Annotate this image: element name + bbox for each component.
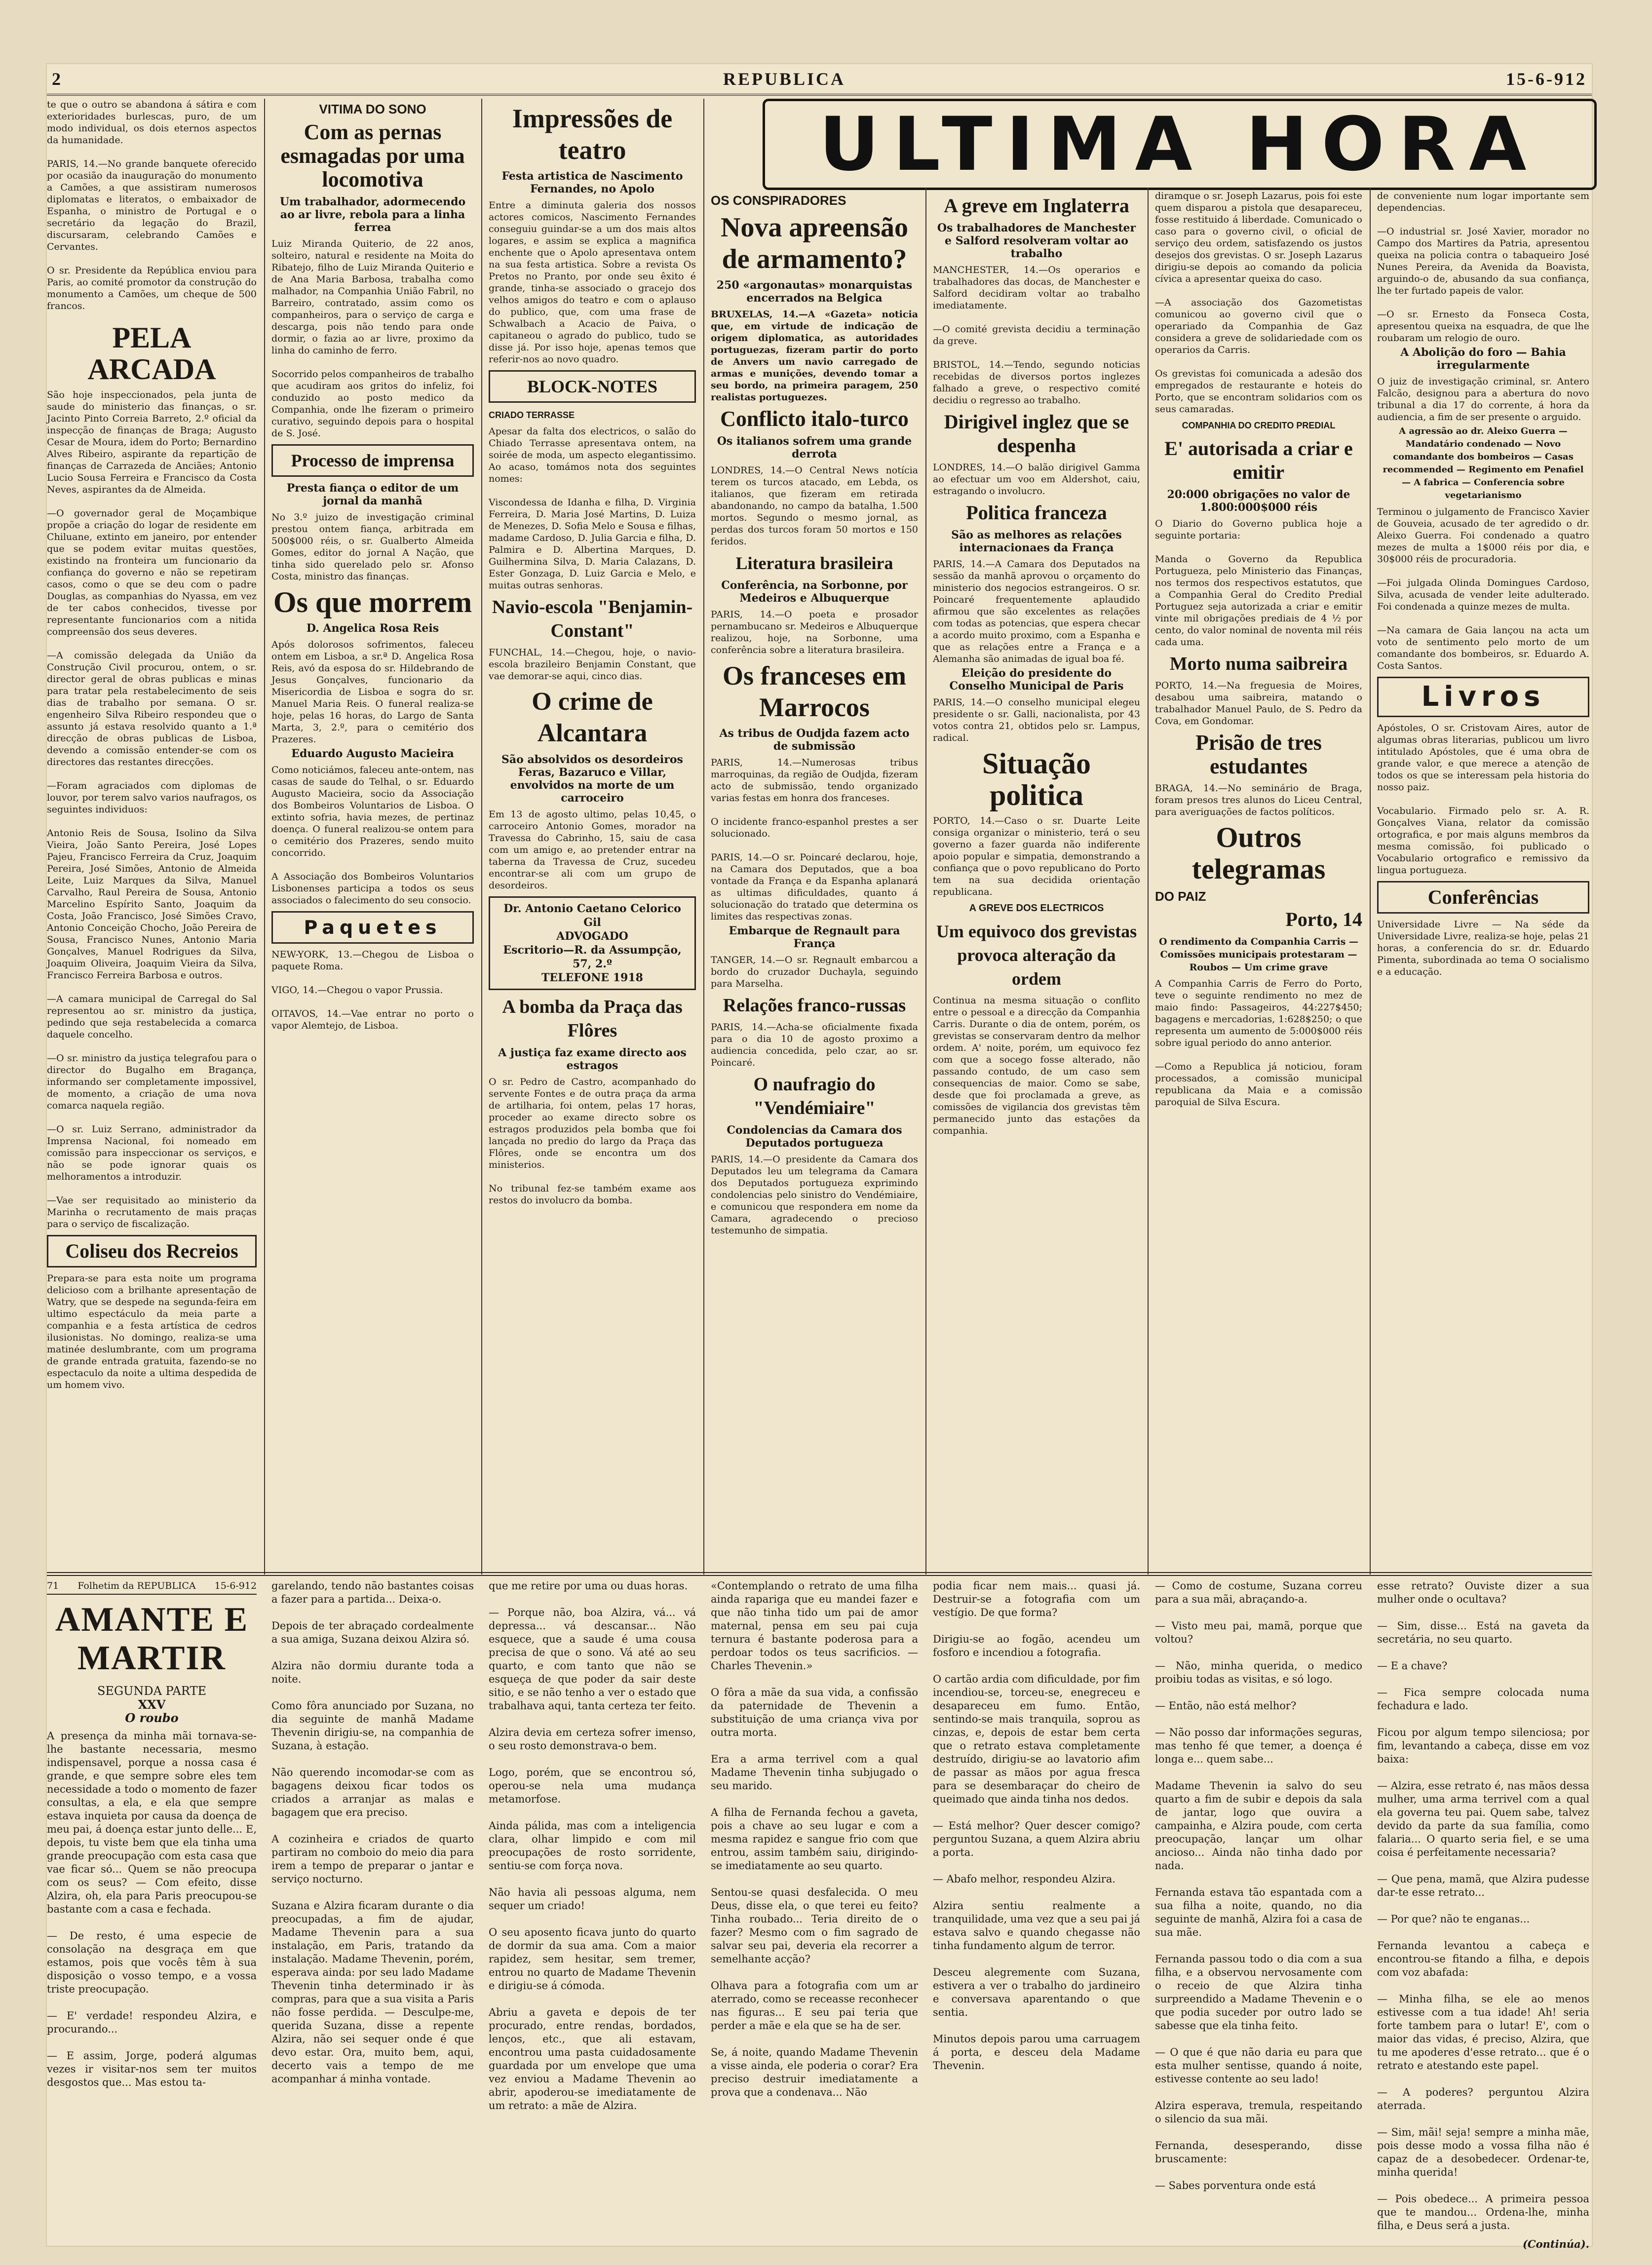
headline: Navio-escola "Benjamin-Constant" [492, 597, 693, 641]
subheadline: Eleição do presidente do Conselho Municipal de Paris [949, 667, 1124, 692]
headline: Livros [1377, 677, 1589, 717]
headline: A greve em Inglaterra [944, 194, 1129, 217]
folhetim-column-7 [1377, 1579, 1589, 2250]
article-text: O sr. Pedro de Castro, acompanhado do servente Fontes e de outra praça da arma de artilharia, foi ontem, pelas 17 horas, proceder ao exame directo sobre os estragos produzidos pela bomba que foi lançada no predio do largo da Praça das Flôres, onde se encontra um dos ministerios. No tribunal fez-se também exame aos restos do involucro da bomba. [489, 1076, 696, 1206]
ad-phone: TELEFONE 1918 [541, 971, 643, 984]
column-rule [1148, 188, 1149, 1574]
column-4 [711, 190, 922, 1570]
article-text: Prepara-se para esta noite um programa delicioso com a brilhante apresentação de Watry, que se despede na segunda-feira em ultimo espectáculo da meia parte a companhia e a festa artística de cedros ilusionistas. No domingo, realiza-se uma matinée deslumbrante, com um programa de grande entrada gratuita, fazendo-se no espectaculo da noite a ultima despedida de um homem vivo. [47, 1273, 260, 1390]
article-text: Universidade Livre — Na séde da Universidade Livre, realiza-se hoje, pelas 21 horas, a conferencia do sr. dr. Eduardo Pimenta, subordinada ao tema O socialismo e a educação. [1377, 919, 1593, 977]
headline: Situação politica [982, 747, 1091, 811]
column-5 [933, 190, 1144, 1570]
column-6 [1155, 190, 1366, 1570]
article-text: te que o outro se abandona á sátira e com exterioridades burlescas, puro, de um modo individual, os dois eternos aspectos da humanidade. PARIS, 14.—No grande banquete oferecido por ocasião da inauguração do monumento a Camões, a que assistiram numerosos diplomatas e literatos, o embaixador de Espanha, o ministro de Portugal e o secretário da legação do Brazil, discursaram, celebrando Camões e Cervantes. O sr. Presidente da República enviou para Paris, ao comité promotor da construção do monumento a Camões, um cheque de 500 francos. [47, 99, 257, 311]
article-text: A Companhia Carris de Ferro do Porto, teve o seguinte rendimento no mez de maio findo: Passageiros, 44:227$450; bagagens e mercadorias, 1:628$250; o que representa um aumento de 5:000$000 réis sobre igual periodo do anno anterior. —Como a Republica já noticiou, foram processados, a comissão municipal republicana da Maia e a comissão paroquial de Silva Escura. [1155, 978, 1362, 1108]
article-text: de conveniente num logar importante sem dependencias. —O industrial sr. José Xavier, morador no Campo dos Martires da Patria, apresentou queixa na policia contra o tabaqueiro José Nunes Pereira, da Avenida da Boavista, arguindo-o de, abusando da sua confiança, lhe ter furtado papeis de valor. —O sr. Ernesto da Fonseca Costa, apresentou queixa na esquadra, de que lhe roubaram um relogio de ouro. [1377, 191, 1589, 344]
subheadline: Condolencias da Camara dos Deputados portugueza [727, 1124, 902, 1150]
article-text: Apóstoles, O sr. Cristovam Aires, autor de algumas obras literarias, publicou um livro intitulado Apóstoles, que é uma obra de grande valor, e que merece a atenção de todos os que se interessam pela historia do nosso paiz. Vocabulario. Firmado pelo sr. A. R. Gonçalves Viana, relator da comissão ortografica, e por mais alguns membros da mesma comissão, foi publicado o Vocabulario ortografico e remissivo da lingua portugueza. [1377, 723, 1589, 876]
headline: BLOCK-NOTES [489, 370, 696, 403]
article-text: PARIS, 14.—A Camara dos Deputados na sessão da manhã aprovou o orçamento do ministerio dos negocios estrangeiros. O sr. Poincaré frequentemente aplaudido afirmou que são excelentes as relações com todas as potencias, que espera checar a acordo muito proximo, com a Espanha e que as relações entre a França e a Alemanha são animadas de igual boa fé. [933, 559, 1144, 664]
section-label: A GREVE DOS ELECTRICOS [969, 903, 1104, 914]
ultima-hora-banner: ULTIMA HORA [763, 99, 1597, 190]
article-text: BRUXELAS, 14.—A «Gazeta» noticia que, em virtude de indicação de origem diplomatica, as autoridades portuguezas, fizeram partir do porto de Anvers um navio carregado de armas e munições, devendo tomar a seu bordo, na primeira paragem, 250 realistas portuguezes. [711, 309, 922, 403]
article-text: Apesar da falta dos electricos, o salão do Chiado Terrasse apresentava ontem, na soirée de moda, um aspecto elegantissimo. Ao acaso, tomámos nota dos seguintes nomes: Viscondessa de Idanha e filha, D. Virginia Ferreira, D. Maria José Martins, D. Luiza de Menezes, D. Sofia Melo e Sousa e filhas, madame Cardoso, D. Julia Garcia e filha, D. Palmira e D. Albertina Marques, D. Guilhermina Silva, D. Maria Calazans, D. Ester Gonzaga, D. Luiz Garcia e Melo, e muitas outras senhoras. [489, 426, 696, 591]
serial-text: A presença da minha mãi tornava-se-lhe bastante necessaria, mesmo indispensavel, porque a nossa casa é grande, e que sempre sobre eles tem necessidade a todo o momento de fazer consultas, a ela, e ela que sempre estava inquieta por causa da doença de meu pai, á doença estar junto delle... E, depois, tu viste bem que ela tinha uma grande preocupação com esta casa que vae ficar só... Quem se não preocupa com os seus? — Com efeito, disse Alzira, oh, ela para Paris preocupou-se bastante com a casa e fechada. — De resto, é uma especie de consolação na desgraça em que estamos, pois que vocês têm à sua disposição o vosso tempo, e a vossa triste preocupação. — E' verdade! respondeu Alzira, e procurando... — E assim, Jorge, poderá algumas vezes ir visitar-nos sem ter muitos desgostos que... Mas estou ta- [47, 1730, 257, 2088]
obituary-name: Eduardo Augusto Macieira [291, 747, 454, 760]
article-text: PARIS, 14.—Acha-se oficialmente fixada para o dia 10 de agosto proximo a audiencia concedida, pelo czar, ao sr. Poincaré. [711, 1022, 922, 1068]
column-3 [489, 99, 699, 1570]
headline: E' autorisada a criar e emitir [1164, 437, 1353, 483]
folhetim-column-4: «Contemplando o retrato de uma filha ainda rapariga que eu mandei fazer e que não tinha tido um pai de amor maternal, pensa em seu pai cuja ternura é bastante poderosa para a perdoar todos os teus sacrificios. — Charles Thevenin.» O fôra a mãe da sua vida, a confissão da paternidade de Thevenin a substituição de uma criança viva por outra morta. Era a arma terrivel com a qual Madame Thevenin tinha subjugado o seu marido. A filha de Fernanda fechou a gaveta, pois a chave ao seu lugar e com a mesma rapidez e sangue frio com que entrou, assim também saiu, dirigindo-se imediatamente ao seu quarto. Sentou-se quasi desfalecida. O meu Deus, disse ela, o que terei eu feito? Tinha roubado... Teria direito de o fazer? Mesmo com o fim sagrado de salvar seu pai, deveria ela recorrer a semelhante acção? Olhava para a fotografia com um ar aterrado, como se receasse reconhecer nas figuras... E seu pai teria que perder a mãe e ela que se ha de ser. Se, á noite, quando Madame Thevenin a visse ainda, ele poderia o corar? Era preciso destruir imediatamente a prova que a condenava... Não [711, 1580, 918, 2098]
headline: Literatura brasileira [735, 553, 893, 573]
subheadline: A Abolição do foro — Bahia irregularmente [1400, 346, 1566, 372]
subheadline: O rendimento da Companhia Carris — Comissões municipais protestaram — Roubos — Um crime grave [1158, 936, 1359, 973]
article-text: Luiz Miranda Quiterio, de 22 anos, solteiro, natural e residente na Moita do Ribatejo, filho de Luiz Miranda Quiterio e de Ana Maria Barbosa, trabalha como malhador, na Companhia União Fabril, no Barreiro, contratado, assim como os companheiros, para o serviço de carga e descarga, pois não tendo para onde dormir, o fazia ao ar livre, proximo da linha do caminho de ferro. Socorrido pelos companheiros de trabalho que acudiram aos gritos do infeliz, foi conduzido ao posto medico da Companhia, onde lhe fizeram o primeiro curativo, seguindo depois para o hospital de S. José. [271, 238, 474, 439]
newspaper-title: REPUBLICA [723, 69, 846, 89]
advertisement [489, 896, 696, 990]
ad-name: Dr. Antonio Caetano Celorico Gil [503, 902, 681, 929]
section-label: COMPANHIA DO CREDITO PREDIAL [1182, 421, 1336, 430]
article-text: MANCHESTER, 14.—Os operarios e trabalhadores das docas, de Manchester e Salford decidiram voltar ao trabalho imediatamente. —O comité grevista decidiu a terminação da greve. BRISTOL, 14.—Tendo, segundo noticias recebidas de diversos portos inglezes falhado a greve, o respectivo comité decidiu o regresso ao trabalho. [933, 265, 1140, 406]
folhetim-label: Folhetim da REPUBLICA [77, 1580, 196, 1591]
headline: Porto, 14 [1285, 908, 1362, 930]
folhetim-column-1 [47, 1579, 257, 2241]
serial-subtitle: O roubo [125, 1711, 179, 1725]
section-label: DO PAIZ [1155, 889, 1206, 904]
article-text: TANGER, 14.—O sr. Regnault embarcou a bordo do cruzador Duchayla, seguindo para Marselha. [711, 955, 922, 989]
subheadline: Presta fiança o editor de um jornal da manhã [286, 482, 459, 507]
headline: Um equivoco dos grevistas provoca alteração da ordem [936, 921, 1137, 989]
article-text: O Diario do Governo publica hoje a seguinte portaria: Manda o Governo da Republica Portugueza, pelo Ministerio das Finanças, nos termos dos respectivos estatutos, que a Companhia Geral do Credito Predial Portuguez seja autorizada a criar e emitir vinte mil obrigações prediais de 4 ½ por cento, do valor nominal de noventa mil réis cada uma. [1155, 518, 1362, 648]
headline: Os que morrem [273, 586, 472, 618]
folhetim-date: 15-6-912 [214, 1580, 257, 1591]
continues-label: (Continúa). [1523, 2238, 1589, 2250]
headline: Morto numa saibreira [1169, 653, 1348, 674]
article-text: PARIS, 14.—O presidente da Camara dos Deputados leu um telegrama da Camara dos Deputados portugueza exprimindo condolencias pelo sinistro do Vendémiaire, e comunicou que respondera em nome da Camara, agradecendo o precioso testemunho de simpatia. [711, 1154, 922, 1236]
page-number: 2 [52, 69, 63, 89]
folhetim-number: 71 [47, 1580, 59, 1591]
headline: O naufragio do "Vendémiaire" [753, 1074, 876, 1118]
headline: Outros telegramas [1191, 821, 1326, 885]
column-7 [1377, 190, 1593, 1570]
page-header [47, 64, 1592, 96]
headline: Conferências [1377, 881, 1589, 914]
article-text: Entre a diminuta galeria dos nossos actores comicos, Nascimento Fernandes conseguiu guindar-se a um dos mais altos logares, e assim se explica a magnifica enchente que o Apolo apresentava ontem na sua festa artistica. Sobre a revista Os Pretos no Pranto, por onde seu êxito é grande, tinha-se associado o gracejo dos velhos amigos do teatro e com o aplauso do publico, que, com uma frase de Schwalbach a Acacio de Paiva, o capitaneou o agrado do publico, tudo se disse já. Por isso hoje, apenas temos que referir-nos ao novo quadro. [489, 200, 699, 365]
folhetim-divider [47, 1572, 1592, 1576]
obituary-name: D. Angelica Rosa Reis [306, 622, 439, 635]
subheadline: Festa artistica de Nascimento Fernandes, no Apolo [501, 170, 683, 195]
article-text: LONDRES, 14.—O Central News notícia terem os turcos atacado, em Lebda, os italianos, que fizeram em retirada abandonando, no campo da batalha, 1.500 mortos. Segundo o mesmo jornal, as perdas dos turcos foram 50 mortos e 150 feridos. [711, 465, 922, 547]
headline: Processo de imprensa [271, 444, 474, 477]
section-label: OS CONSPIRADORES [711, 193, 846, 208]
column-rule [925, 188, 926, 1574]
subheadline: A justiça faz exame directo aos estragos [498, 1046, 687, 1072]
headline: Conflicto italo-turco [720, 407, 909, 431]
article-text: São hoje inspeccionados, pela junta de saude do ministerio das finanças, o sr. Jacinto Pinto Correia Barreto, 2.º oficial da inspecção de finanças de Braga; Augusto Cesar de Moura, idem do Porto; Bernardino Alves Ribeiro, aspirante da repartição de finanças de Carrazeda de Anciães; Antonio Lucio Sousa Ferreira e Francisco da Costa Neves, aspirantes da de Almeida. —O governador geral de Moçambique propõe a criação do logar de residente em Chiluane, extinto em janeiro, por entender que se podem evitar muitas questões, existindo na fronteira um funcionario da confiança do governo e não se repetiram casos, como o que se deu com o padre Douglas, as companhias do Nyassa, em vez de ter cabos conhecidos, tivesse por representante funcionarios com a nitida compreensão dos seus deveres. —A comissão delegada da União da Construção Civil procurou, ontem, o sr. director geral de obras publicas e minas para tratar pela restabelecimento de seis dias de trabalho por semana. O sr. engenheiro Silva Ribeiro respondeu que o assunto já estava resolvido quanto a 1.ª direcção de obras publicas de Lisboa, devendo a comissão entender-se com os directores das restantes direcções. —Foram agraciados com diplomas de louvor, por terem salvo varios naufragos, os seguintes individuos: Antonio Reis de Sousa, Isolino da Silva Vieira, João Santo Pereira, José Lopes Pajeu, Francisco Ferreira da Cruz, Joaquim Pereira, José Simões, Antonio de Almeida Leite, Luiz Marques da Silva, Manuel Carvalho, Raul Pereira de Sousa, Antonio Marcelino Espírito Santo, Joaquim da Costa, João Francisco, José Simões Cravo, Antonio Conceição Chocho, João Pereira de Sousa, Francisco Nunes, Antonio Maria Gonçalves, Manuel Rodrigues da Silva, Joaquim Oliveira, Joaquim Vieira da Silva, Francisco Ferreira Barbosa e outros. —A camara municipal de Carregal do Sal representou ao sr. ministro da justiça, pedindo que seja restabelecida a comarca daquele concelho. —O sr. ministro da justiça telegrafou para o director do Bugalho em Bragança, informando ser completamente impossivel, de momento, a criação de uma nova comarca naquela região. —O sr. Luiz Serrano, administrador da Imprensa Nacional, foi nomeado em comissão para inspeccionar os serviços, e não se pode ignorar quais os melhoramentos a introduzir. —Vae ser requisitado ao ministerio da Marinha o recrutamento de mais praças para o serviço de fiscalização. [47, 389, 257, 1229]
ad-role: ADVOGADO [556, 930, 628, 943]
column-rule [481, 99, 482, 1574]
ad-address: Escritorio—R. da Assumpção, 57, 2.º [503, 944, 682, 970]
headline: Politica franceza [966, 501, 1107, 524]
article-text: PARIS, 14.—O conselho municipal elegeu presidente o sr. Galli, nacionalista, por 43 votos contra 21, obtidos pelo sr. Lampus, radical. [933, 697, 1144, 743]
column-1 [47, 99, 260, 1570]
subheadline: 20:000 obrigações no valor de 1.800:000$000 réis [1167, 488, 1350, 514]
subheadline: A agressão ao dr. Aleixo Guerra — Mandatário condenado — Novo comandante dos bombeiros — Casas recommended — Regimento em Penafiel — A fabrica — Conferencia sobre vegetarianismo [1383, 426, 1584, 500]
subheadline: São as melhores as relações internacionaes da França [951, 529, 1122, 554]
subheadline: Um trabalhador, adormecendo ao ar livre, rebola para a linha ferrea [279, 195, 466, 234]
headline: Nova apreensão de armamento? [720, 212, 909, 274]
article-text: BRAGA, 14.—No seminário de Braga, foram presos tres alunos do Liceu Central, para averiguações de factos políticos. [1155, 783, 1366, 817]
article-text: diramque o sr. Joseph Lazarus, pois foi este quem disparou a pistola que desapareceu, fosse restituido á liberdade. Comunicado o caso para o governo civil, o oficial de serviço deu ordem, satisfazendo os justos desejos dos grevistas. O sr. Joseph Lazarus dirigiu-se depois ao comando da policia cívica a apresentar queixa do caso. —A associação dos Gazometistas comunicou ao governo civil que o operariado da Companhia de Gaz considera a greve de solidariedade com os operarios da Carris. Os grevistas foi comunicada a adesão dos empregados de restaurante e hoteis do Porto, que se encontram solidarios com os seus camaradas. [1155, 191, 1362, 415]
column-rule [703, 99, 704, 1574]
headline: Dirigivel inglez que se despenha [944, 411, 1129, 457]
kicker: VITIMA DO SONO [319, 102, 426, 116]
subheadline: Embarque de Regnault para França [729, 924, 900, 950]
article-text: PORTO, 14.—Caso o sr. Duarte Leite consiga organizar o ministerio, terá o seu governo a fazer guarda não indiferente apoio popular e simpatia, demonstrando a confiança que o povo republicano do Porto tem na sua decidida orientação republicana. [933, 815, 1144, 897]
article-text: PARIS, 14.—Numerosas tribus marroquinas, da região de Oudjda, fizeram acto de submissão, tendo organizado varias festas em honra dos franceses. O incidente franco-espanhol prestes a ser solucionado. PARIS, 14.—O sr. Poincaré declarou, hoje, na Camara dos Deputados, que a boa vontade da França e da Espanha aplanará as ultimas dificuldades, quanto á solucionação do tratado que determina os limites das respectivas zonas. [711, 757, 918, 922]
headline: Com as pernas esmagadas por uma locomotiva [280, 120, 465, 192]
article-text: LONDRES, 14.—O balão dirigivel Gamma ao efectuar um voo em Aldershot, caiu, estragando o involucro. [933, 462, 1144, 497]
article-text: FUNCHAL, 14.—Chegou, hoje, o navio-escola brazileiro Benjamin Constant, que vae demorar-se aqui, cinco dias. [489, 647, 699, 682]
article-text: O juiz de investigação criminal, sr. Antero Falcão, designou para a abertura do novo tribunal a dia 17 do corrente, á hora da audiencia, a fim de ser presente o arguido. [1377, 376, 1593, 422]
column-rule [264, 99, 265, 1574]
section-label: CRIADO TERRASSE [489, 410, 575, 420]
section-title-pela-arcada: PELA ARCADA [87, 321, 216, 385]
section-title-coliseu: Coliseu dos Recreios [47, 1235, 257, 1267]
page-date: 15-6-912 [1506, 69, 1587, 89]
headline: Os franceses em Marrocos [723, 661, 906, 722]
article-text: NEW-YORK, 13.—Chegou de Lisboa o paquete Roma. VIGO, 14.—Chegou o vapor Prussia. OITAVOS, 14.—Vae entrar no porto o vapor Alemtejo, de Lisboa. [271, 949, 474, 1031]
folhetim-column-6: — Como de costume, Suzana correu para a sua mãi, abraçando-a. — Visto meu pai, mamã, porque que voltou? — Não, minha querida, o medico proibiu todas as visitas, e só logo. — Então, não está melhor? — Não posso dar informações seguras, mas tenho fé que temer, a doença é longa e... quem sabe... Madame Thevenin ia salvo do seu quarto a fim de subir e depois da sala de jantar, logo que ouvira a campainha, e Alzira poude, com certa preocupação, lançar um olhar ancioso... Ainda não tinha dado por nada. Fernanda estava tão espantada com a sua filha a noite, quando, no dia seguinte de manhã, Alzira foi a casa de sua mãe. Fernanda passou todo o dia com a sua filha, e a observou nervosamente com o receio de que Alzira tinha surpreendido a Madame Thevenin e o que podia suceder por outro lado se sabesse que ela tinha feito. — O que é que não daria eu para que esta mulher sentisse, quando á noite, estivesse contente ao seu lado! Alzira esperava, tremula, respeitando o silencio da sua mãi. Fernanda, desesperando, disse bruscamente: — Sabes porventura onde está [1155, 1580, 1362, 2191]
headline: A bomba da Praça das Flôres [502, 997, 683, 1041]
serial-title: AMANTE E MARTIR [55, 1601, 249, 1677]
serial-text: esse retrato? Ouviste dizer a sua mulher onde o ocultava? — Sim, disse... Está na gaveta da secretária, no seu quarto. — E a chave? — Fica sempre colocada numa fechadura e lado. Ficou por algum tempo silenciosa; por fim, levantando a cabeça, disse em voz baixa: — Alzira, esse retrato é, nas mãos dessa mulher, uma arma terrivel com a qual ela governa teu pai. Quem sabe, talvez devido da parte da sua família, como falaria... O quarto seria fiel, e se uma coisa é perfeitamente necessaria? — Que pena, mamã, que Alzira pudesse dar-te esse retrato... — Por que? não te enganas... Fernanda levantou a cabeça e encontrou-se fitando a filha, e depois com voz abafada: — Minha filha, se ele ao menos estivesse com a tua idade! Ah! seria forte tambem para o lutar! E', com o maior das vidas, é preciso, Alzira, que tu me apoderes d'esse retrato... que é o retrato e atestando este papel. — A poderes? perguntou Alzira aterrada. — Sim, mãi! seja! sempre a minha mãe, pois desse modo a vossa filha não é capaz de a desobedecer. Ordenar-te, minha querida! — Pois obedece... A primeira pessoa que te mandou... Ordena-lhe, minha filha, e Deus será a justa. [1377, 1580, 1589, 2231]
headline: Relações franco-russas [723, 995, 906, 1016]
article-text: Após dolorosos sofrimentos, faleceu ontem em Lisboa, a sr.ª D. Angelica Rosa Reis, avó da esposa do sr. Hildebrando de Jesus Gonçalves, funcionario da Misericordia de Lisboa e sogra do sr. Manuel Maria Reis. O funeral realiza-se hoje, pelas 16 horas, do Largo de Santa Marta, 3, 2.º, para o cemitério dos Prazeres. [271, 639, 477, 745]
newspaper-page [47, 64, 1593, 2250]
folhetim-column-3: que me retire por uma ou duas horas. — Porque não, boa Alzira, vá... vá depressa... vá descansar... Não esquece, que a saude é uma cousa precisa de que o sono. Vá até ao seu quarto, e com tanto que não se esqueça de que poder da sair deste sitio, e se não tenho a ver o estado que trabalhava aqui, tanta certeza ter feito. Alzira devia em certeza sofrer imenso, o seu rosto demonstrava-o bem. Logo, porém, que se encontrou só, operou-se nela uma mudança metamorfose. Ainda pálida, mas com a inteligencia clara, olhar limpido e com mil preocupações de rosto sorridente, sentiu-se com força nova. Não havia ali pessoas alguma, nem sequer um criado! O seu aposento ficava junto do quarto de dormir da sua ama. Com a maior rapidez, sem hesitar, sem tremer, entrou no quarto de Madame Thevenin e dirigiu-se á cómoda. Abriu a gaveta e depois de ter procurado, entre rendas, bordados, lenços, etc., que ali estavam, encontrou uma pasta cuidadosamente guardada por um envelope que uma vez enviou a Madame Thevenin ao abrir, apoderou-se imediatamente de um retrato: a mãe de Alzira. [489, 1580, 696, 2111]
article-text: PORTO, 14.—Na freguesia de Moires, desabou uma saibreira, matando o trabalhador Manuel Paulo, de S. Pedro da Cova, em Gondomar. [1155, 680, 1366, 727]
article-text: No 3.º juizo de investigação criminal prestou ontem fiança, arbitrada em 500$000 réis, o sr. Gualberto Almeida Gomes, editor do jornal A Nação, que tinha sido querelado pelo sr. Afonso Costa, ministro das finanças. [271, 512, 477, 582]
subheadline: São absolvidos os desordeiros Feras, Bazaruco e Villar, envolvidos na morte de um carroceiro [501, 753, 683, 805]
serial-part: SEGUNDA PARTE [97, 1684, 206, 1698]
headline: Impressões de teatro [512, 104, 673, 165]
column-2 [271, 99, 477, 1570]
subheadline: As tribus de Oudjda fazem acto de submissão [719, 727, 910, 753]
serial-chapter: XXV [138, 1697, 166, 1712]
subheadline: Conferência, na Sorbonne, por Medeiros e Albuquerque [721, 579, 908, 605]
headline: Prisão de tres estudantes [1195, 730, 1322, 778]
article-text: Como noticiámos, faleceu ante-ontem, nas casas de saude do Telhal, o sr. Eduardo Augusto Macieira, socio da Associação dos Bombeiros Voluntarios de Lisboa. O extinto sofria, havia mezes, de pertinaz doença. O funeral realizou-se ontem para o cemitério dos Prazeres, sendo muito concorrido. A Associação dos Bombeiros Voluntarios Lisbonenses participa a todos os seus associados o falecimento do seu consocio. [271, 765, 474, 906]
article-text: PARIS, 14.—O poeta e prosador pernambucano sr. Medeiros e Albuquerque realizou, hoje, na Sorbonne, uma conferência sobre a literatura brasileira. [711, 609, 922, 655]
article-text: Continua na mesma situação o conflito entre o pessoal e a direcção da Companhia Carris. Durante o dia de ontem, porém, os grevistas se conservaram dentro da melhor ordem. A' noite, porém, um equivoco fez com que a socego fosse alterado, não passando contudo, de um caso sem consequencias de maior. Como se sabe, desde que foi proclamada a greve, as comissões de vigilancia dos grevistas têm permanecido junto das estações da companhia. [933, 995, 1144, 1136]
column-rule [1370, 188, 1371, 1574]
subheadline: 250 «argonautas» monarquistas encerrados na Belgica [716, 279, 913, 305]
article-text: Em 13 de agosto ultimo, pelas 10,45, o carroceiro Antonio Gomes, morador na Travessa do Cabrinho, 15, saiu de casa com um amigo e, ao pretender entrar na taberna da Travessa de Cruz, sucedeu encontrar-se ali com um grupo de desordeiros. [489, 809, 699, 891]
article-text: Terminou o julgamento de Francisco Xavier de Gouveia, acusado de ter agredido o dr. Aleixo Guerra. Foi condenado a quatro mezes de multa a 1$000 réis por dia, e 30$000 réis de procuradoria. —Foi julgada Olinda Domingues Cardoso, Silva, acusada de vender leite adulterado. Foi condenada a quinze mezes de multa. —Na camara de Gaia lançou na acta um voto de sentimento pelo morto de um comandante dos bombeiros, sr. Eduardo A. Costa Santos. [1377, 506, 1589, 671]
subheadline: Os italianos sofrem uma grande derrota [717, 435, 912, 461]
headline: Paquetes [271, 911, 474, 944]
folhetim-header [47, 1579, 257, 1595]
subheadline: Os trabalhadores de Manchester e Salford resolveram voltar ao trabalho [937, 222, 1136, 260]
headline: O crime de Alcantara [532, 688, 653, 747]
folhetim-column-5: podia ficar nem mais... quasi já. Destruir-se a fotografia com um vestígio. De que forma? Dirigiu-se ao fogão, acendeu um fosforo e incendiou a fotografia. O cartão ardia com dificuldade, por fim incendiou-se, torceu-se, enegreceu e desapareceu em fumo. Então, sentindo-se mais tranquila, soprou as cinzas, e, depois de estar bem certa que o retrato estava completamente destruído, dirigiu-se ao lavatorio afim de passar as mãos por agua fresca para se desembaraçar do cheiro de queimado que ainda tinha nos dedos. — Está melhor? Quer descer comigo? perguntou Suzana, a quem Alzira abriu a porta. — Abafo melhor, respondeu Alzira. Alzira sentiu realmente a tranquilidade, uma vez que a seu pai já estava salvo e quando chegasse não tinha fundamento algum de terror. Desceu alegremente com Suzana, estivera a ver o trabalho do jardineiro e conversava aparentando o que sentia. Minutos depois parou uma carruagem á porta, e desceu dela Madame Thevenin. [933, 1580, 1140, 2072]
folhetim-column-2: garelando, tendo não bastantes coisas a fazer para a partida... Deixa-o. Depois de ter abraçado cordealmente a sua amiga, Suzana deixou Alzira só. Alzira não dormiu durante toda a noite. Como fôra anunciado por Suzana, no dia seguinte de manhã Madame Thevenin dirigiu-se, na companhia de Suzana, à estação. Não querendo incomodar-se com as bagagens deixou ficar todos os criados a arranjar as malas e bagagem que era preciso. A cozinheira e criados de quarto partiram no comboio do meio dia para irem a tempo de preparar o jantar e serviço nocturno. Suzana e Alzira ficaram durante o dia preocupadas, a fim de ajudar, Madame Thevenin para a sua instalação, em Paris, tratando da instalação. Madame Thevenin, porém, esperava ainda: por seu lado Madame Thevenin tinha determinado ir às compras, para que a sua visita a Paris não fosse perdida. — Desculpe-me, querida Suzana, disse a repente Alzira, não sei sequer onde é que devo estar. Ora, muito bem, aqui, decerto vais a tempo de me acompanhar á minha vontade. [271, 1580, 474, 2085]
